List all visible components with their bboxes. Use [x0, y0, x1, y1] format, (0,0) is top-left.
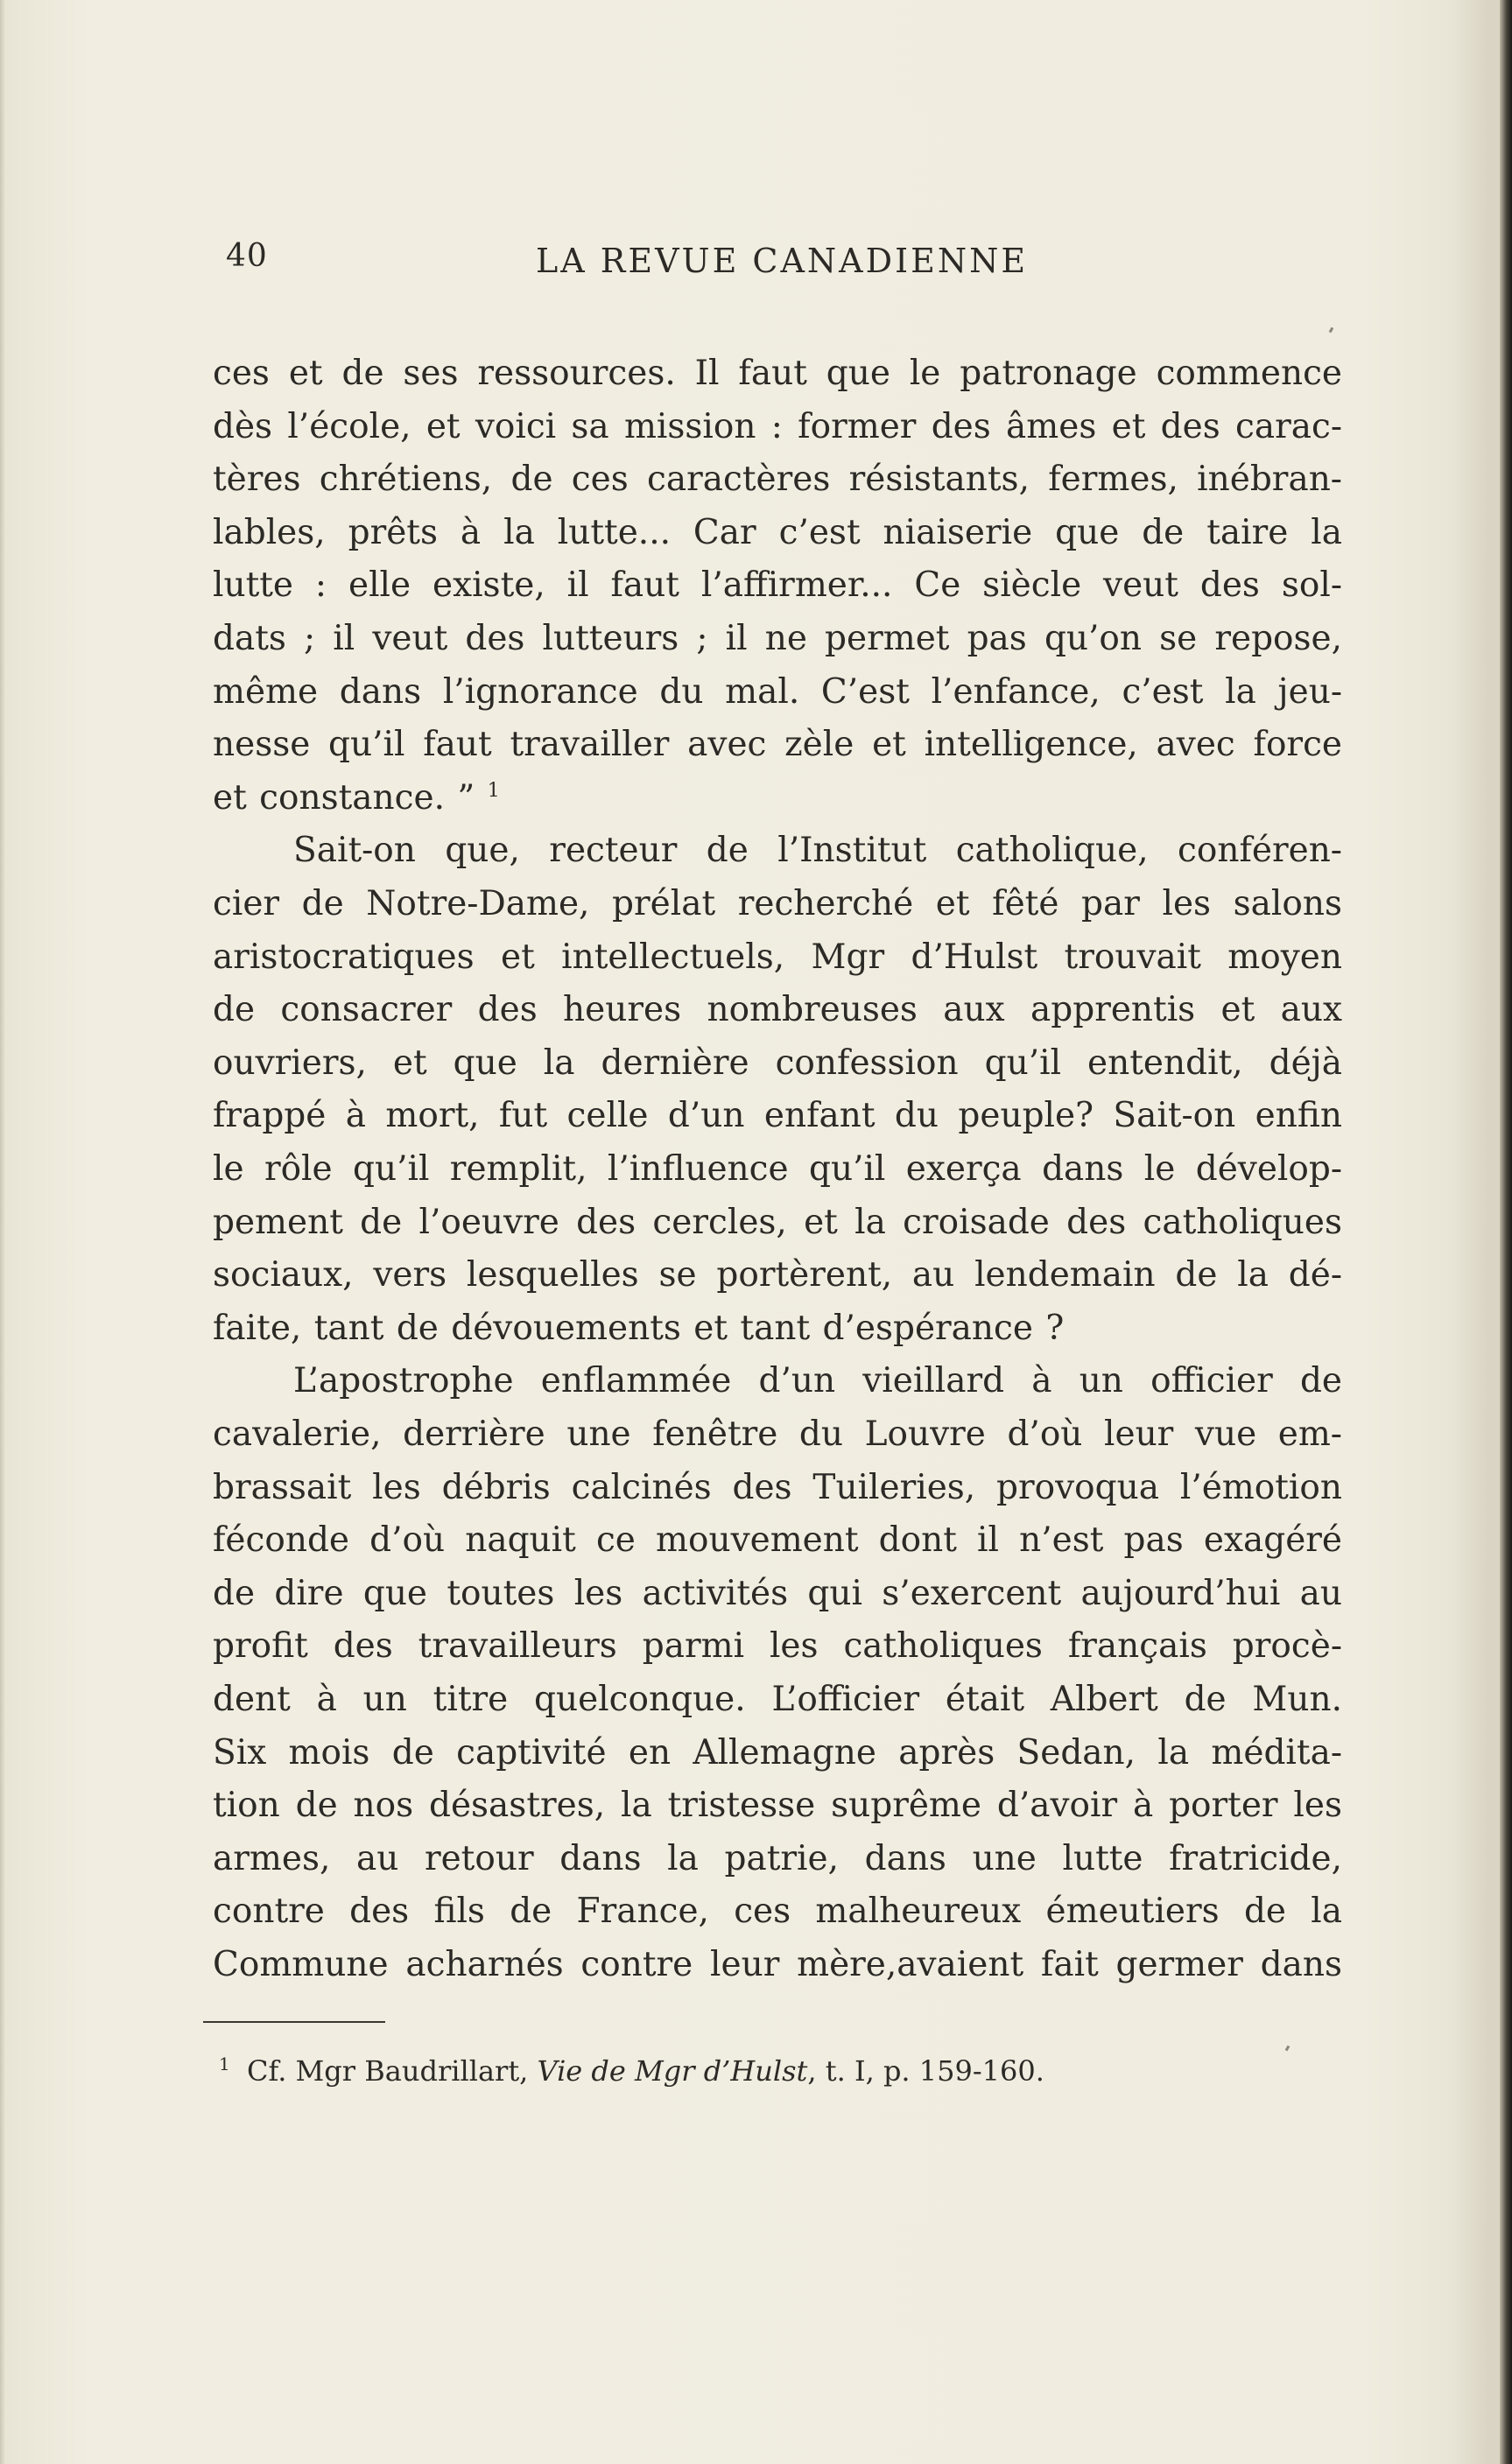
text-line-content: sociaux, vers lesquelles se portèrent, au lendemain de la dé- [213, 1255, 1342, 1295]
text-line-content: de consacrer des heures nombreuses aux apprentis et aux [213, 990, 1342, 1030]
text-line [213, 1625, 1342, 1667]
text-line [213, 353, 1342, 395]
footnote-suffix: , t. I, p. 159-160. [807, 2054, 1044, 2088]
text-line-content: le rôle qu’il remplit, l’influence qu’il exerça dans le dévelop- [213, 1149, 1342, 1189]
footnote [219, 2053, 1044, 2088]
text-line-content: féconde d’où naquit ce mouvement dont il n’est pas exagéré [213, 1520, 1342, 1561]
text-line [213, 989, 1342, 1031]
text-line [213, 1573, 1342, 1615]
text-line [213, 406, 1342, 448]
text-line-content: ces et de ses ressources. Il faut que le patronage commence [213, 354, 1342, 393]
text-line [213, 565, 1342, 607]
text-line [213, 1042, 1342, 1085]
text-line-content: ouvriers, et que la dernière confession qu’il entendit, déjà [213, 1042, 1342, 1083]
paper-speck [1329, 327, 1334, 333]
text-line-content: brassait les débris calcinés des Tuileries, provoqua l’émotion [213, 1467, 1342, 1507]
text-line-content: dent à un titre quelconque. L’officier était Albert de Mun. [213, 1680, 1342, 1719]
text-line-content: cier de Notre-Dame, prélat recherché et fêté par les salons [213, 884, 1342, 923]
text-line-content: L’apostrophe enflammée d’un vieillard à un officier de [293, 1361, 1342, 1401]
text-line [213, 777, 1342, 819]
text-line [213, 671, 1342, 713]
text-line-content: Sait-on que, recteur de l’Institut catholique, conféren- [293, 831, 1342, 871]
paper-speck [1285, 2046, 1290, 2052]
text-line [213, 1202, 1342, 1244]
text-line [213, 1308, 1342, 1350]
text-line [213, 1732, 1342, 1774]
page-right-edge-shadow [1500, 0, 1512, 2464]
text-line-content: lables, prêts à la lutte... Car c’est niaiserie que de taire la [213, 512, 1342, 552]
text-line-content: même dans l’ignorance du mal. C’est l’enfance, c’est la jeu- [213, 671, 1342, 712]
footnote-reference: 1 [487, 779, 500, 802]
text-line-content: lutte : elle existe, il faut l’affirmer... Ce siècle veut des sol- [213, 565, 1342, 606]
text-line-content: pement de l’oeuvre des cercles, et la croisade des catholiques [213, 1202, 1342, 1242]
text-line-content: cavalerie, derrière une fenêtre du Louvre d’où leur vue em- [213, 1415, 1342, 1454]
footnote-marker: 1 [219, 2053, 230, 2074]
text-line-content: Commune acharnés contre leur mère,avaient fait germer dans [213, 1945, 1342, 1984]
page-left-edge [0, 0, 5, 2464]
text-line [213, 459, 1342, 501]
text-line [213, 1095, 1342, 1137]
text-line [213, 1785, 1342, 1827]
text-line [213, 1679, 1342, 1721]
text-line [213, 512, 1342, 554]
running-title: LA REVUE CANADIENNE [536, 242, 1029, 280]
text-line [293, 1360, 1342, 1402]
text-line [213, 1148, 1342, 1190]
text-line [213, 1467, 1342, 1509]
text-line [213, 1838, 1342, 1880]
text-line [213, 1414, 1342, 1456]
footnote-prefix: Cf. Mgr Baudrillart, [247, 2054, 538, 2088]
footnote-separator [203, 2021, 385, 2023]
text-line [213, 937, 1342, 979]
text-line-content: contre des fils de France, ces malheureux émeutiers de la [213, 1892, 1342, 1932]
text-line-content: dès l’école, et voici sa mission : former des âmes et des carac- [213, 406, 1342, 446]
text-line-content: faite, tant de dévouements et tant d’espérance ? [213, 1308, 1065, 1348]
text-line [293, 830, 1342, 872]
text-line-content: aristocratiques et intellectuels, Mgr d’Hulst trouvait moyen [213, 937, 1342, 977]
page-number: 40 [226, 238, 268, 274]
text-line-content: et constance. ” [213, 777, 475, 818]
text-line [213, 618, 1342, 660]
text-line [213, 724, 1342, 766]
text-line-content: Six mois de captivité en Allemagne après Sedan, la médita- [213, 1732, 1342, 1773]
text-line [213, 1891, 1342, 1933]
text-line-content: de dire que toutes les activités qui s’exercent aujourd’hui au [213, 1573, 1342, 1613]
text-line [213, 1254, 1342, 1296]
text-line-content: tion de nos désastres, la tristesse suprême d’avoir à porter les [213, 1786, 1342, 1826]
text-line-content: nesse qu’il faut travailler avec zèle et intelligence, avec force [213, 725, 1342, 765]
text-line-content: armes, au retour dans la patrie, dans une lutte fratricide, [213, 1838, 1342, 1878]
text-line [213, 1944, 1342, 1986]
footnote-title: Vie de Mgr d’Hulst [537, 2054, 808, 2088]
text-line-content: dats ; il veut des lutteurs ; il ne permet pas qu’on se repose, [213, 619, 1342, 658]
text-line-content: tères chrétiens, de ces caractères résistants, fermes, inébran- [213, 460, 1342, 500]
text-line [213, 883, 1342, 925]
text-line-content: profit des travailleurs parmi les catholiques français procè- [213, 1626, 1342, 1667]
text-line [213, 1520, 1342, 1562]
text-line-content: frappé à mort, fut celle d’un enfant du peuple? Sait-on enfin [213, 1096, 1342, 1136]
